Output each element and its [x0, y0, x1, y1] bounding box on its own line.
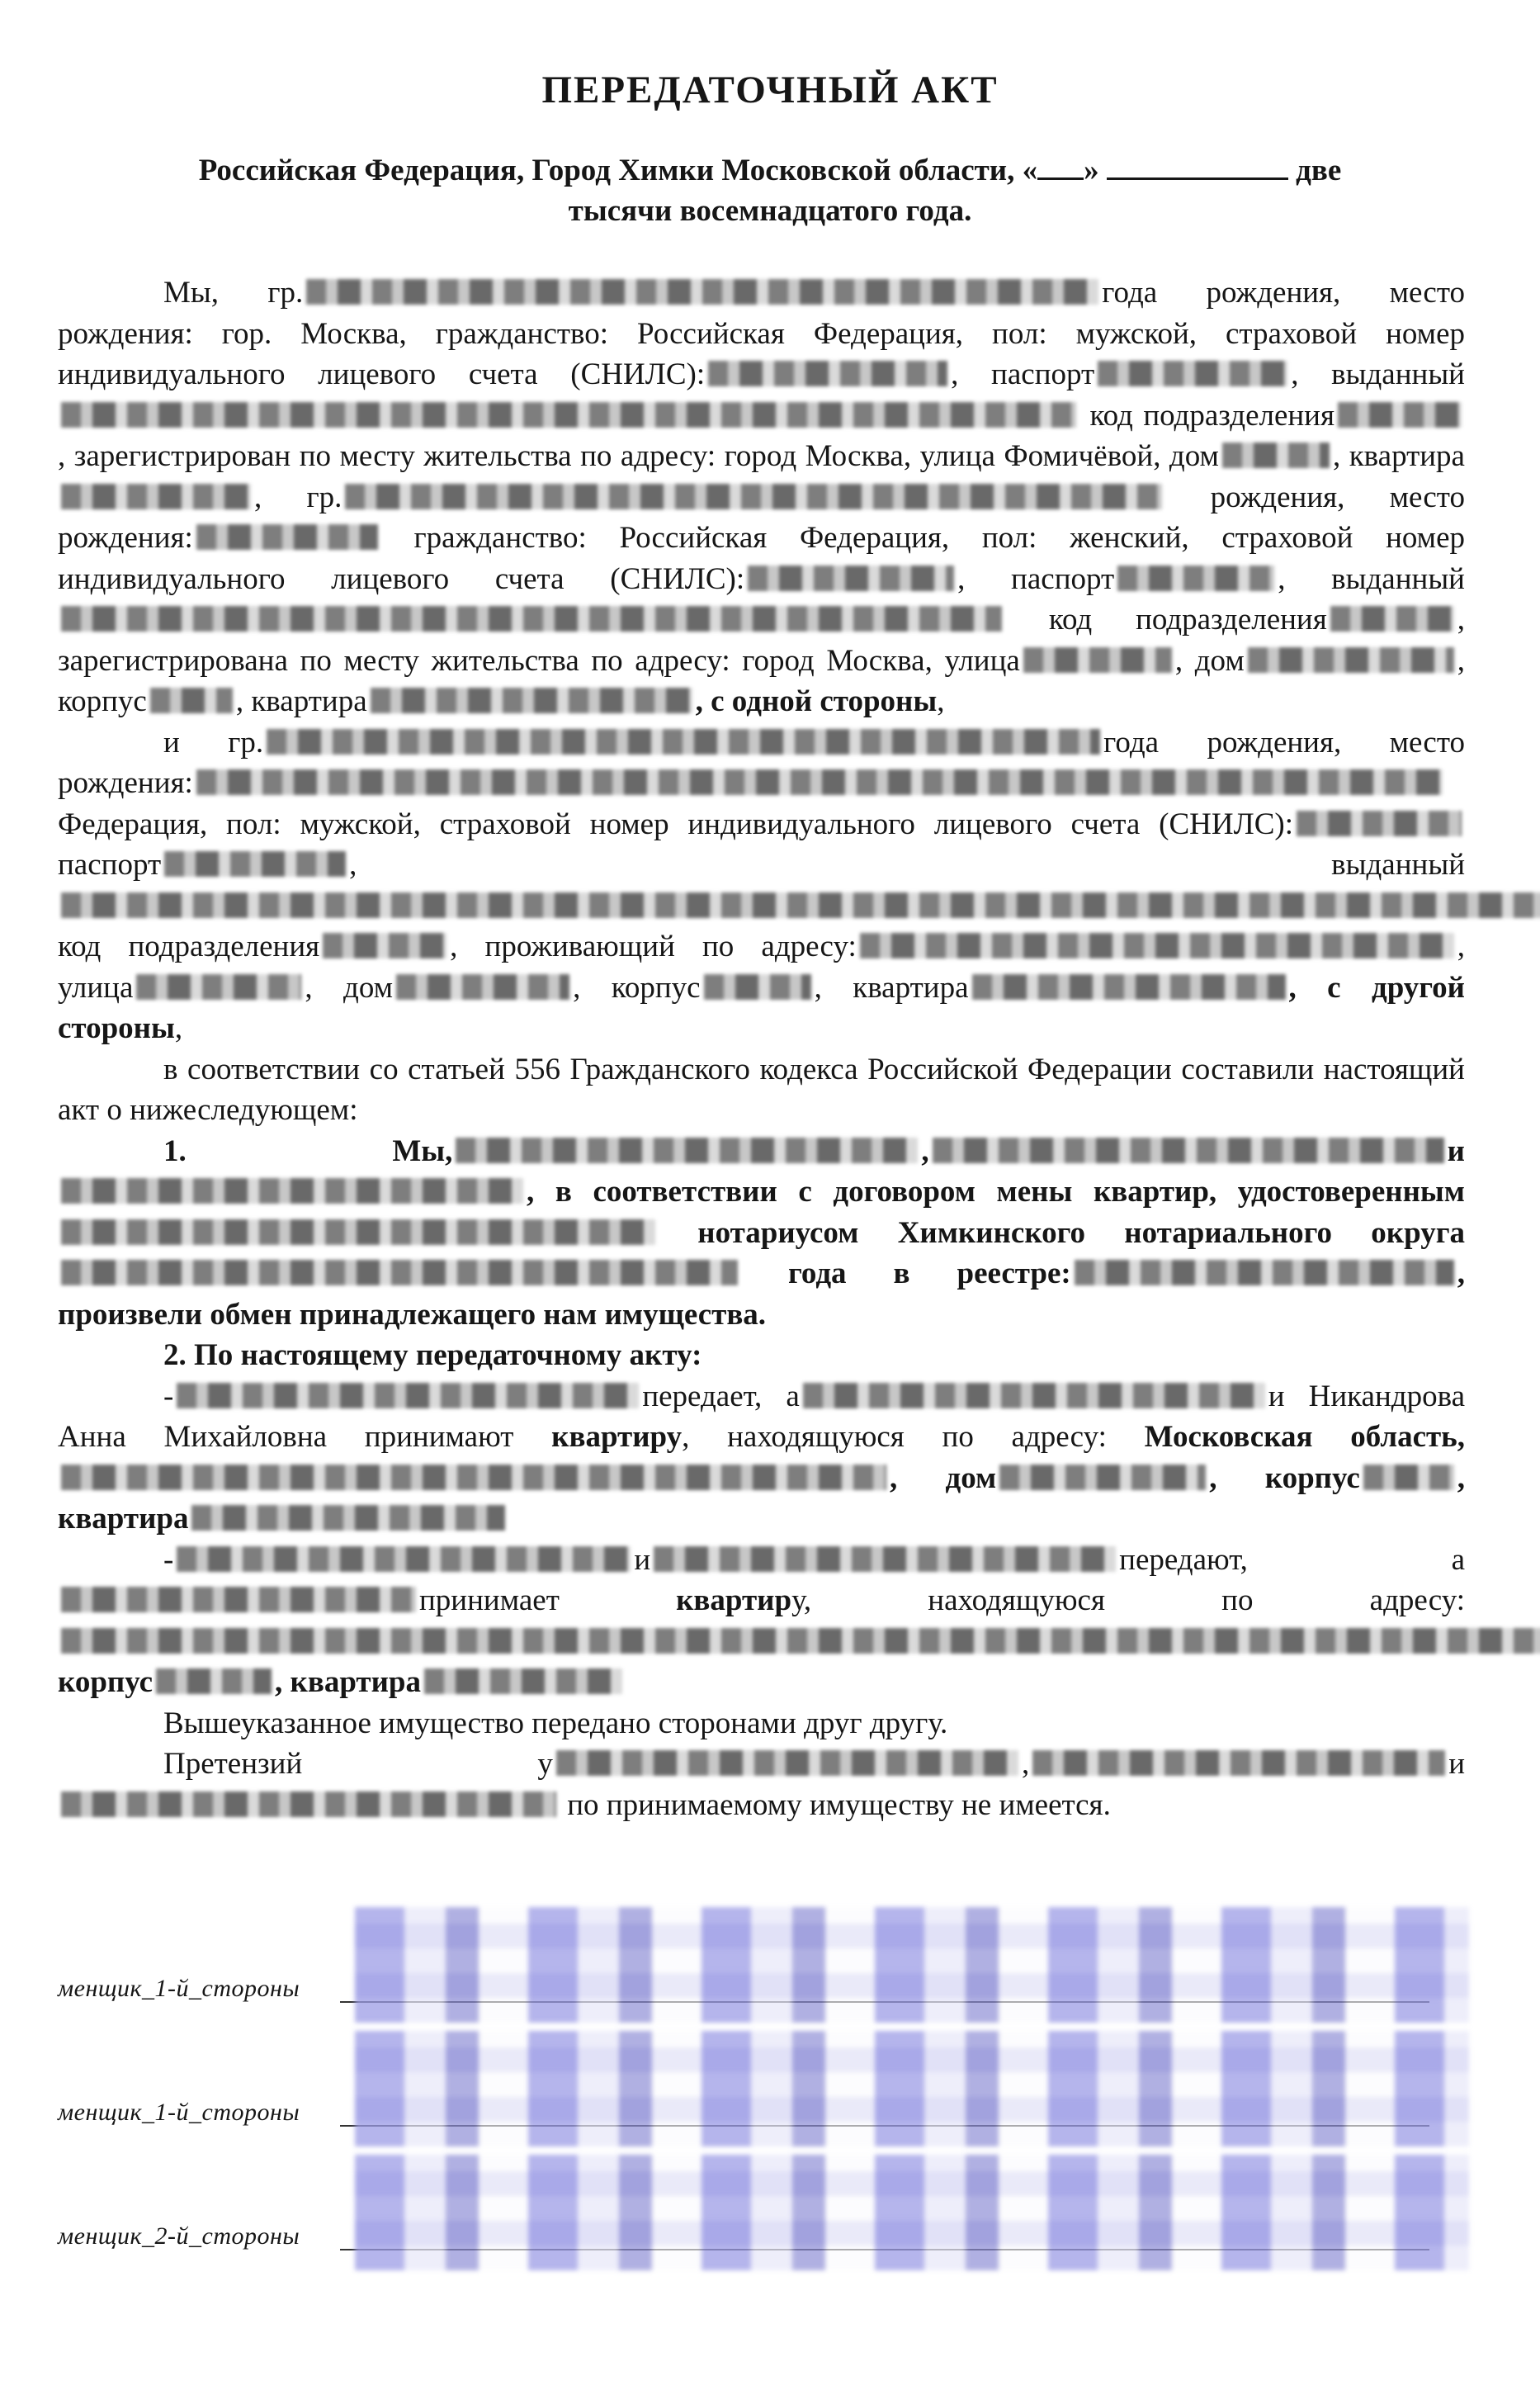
signature-label: менщик_1-й_стороны [58, 1975, 300, 2002]
redacted-name [803, 1383, 1265, 1408]
clause-2-heading: 2. По настоящему передаточному акту: [163, 1338, 702, 1372]
redacted-house [1248, 647, 1454, 673]
redacted-flat [424, 1668, 622, 1694]
basis-paragraph: в соответствии со статьей 556 Гражданского кодекса Российской Федерации составили настоящий акт о нижеследующем: [58, 1052, 1465, 1127]
redacted-notary [61, 1219, 655, 1245]
redacted-address [61, 1628, 1540, 1654]
redacted-code [1330, 606, 1454, 632]
redacted-building [156, 1668, 272, 1694]
redacted-house [1222, 443, 1330, 468]
signature-image [355, 1907, 1469, 2023]
redacted-name [267, 729, 1100, 755]
redacted-street [1023, 647, 1172, 673]
day-blank [1037, 153, 1084, 180]
redacted-issuer [61, 402, 1076, 428]
signature-image [355, 2031, 1469, 2146]
parties-paragraph-2: и гр. года рождения, место рождения: Федерация, пол: мужской, страховой номер индивидуального лицевого счета (СНИЛС):паспорт , выданный код подразделения , проживающий по адресу: , улица , дом , корпус , квартира , с другой стороны, [58, 722, 1465, 1049]
redacted-registry-number [1075, 1260, 1454, 1285]
redacted-flat [972, 974, 1286, 1000]
redacted-flat [371, 688, 692, 713]
redacted-name [61, 1587, 416, 1612]
redacted-name [177, 1383, 639, 1408]
redacted-building [150, 688, 233, 713]
place-date-line: Российская Федерация, Город Химки Московской области, « » две тысячи восемнадцатого года. [198, 154, 1342, 228]
redacted-name [556, 1750, 1018, 1776]
document-title: ПЕРЕДАТОЧНЫЙ АКТ [541, 69, 999, 111]
redacted-snils [1297, 811, 1462, 836]
redacted-birthplace [196, 524, 378, 550]
signature-row [58, 1899, 1469, 2031]
redacted-code [1338, 402, 1462, 428]
redacted-name [456, 1138, 918, 1163]
redacted-address [860, 933, 1454, 958]
redacted-name [933, 1138, 1444, 1163]
parties-paragraph-1: Мы, гр. года рождения, место рождения: гор. Москва, гражданство: Российская Федерация, пол: мужской, страховой номер индивидуального лицевого счета (СНИЛС): , паспорт , выданный код подразделения, зарегистрирован по месту жительства по адресу: город Москва, улица Фомичёвой, дом , квартира, гр. рождения, место рождения: гражданство: Российская Федерация, пол: женский, страховой номер индивидуального лицевого счета (СНИЛС): , паспорт , выданный код подразделения , зарегистрирована по месту жительства по адресу: город Москва, улица , дом , корпус , квартира , с одной стороны, [58, 276, 1466, 718]
redacted-name [654, 1546, 1116, 1572]
redacted-address [61, 1465, 886, 1490]
redacted-house [999, 1465, 1206, 1490]
redacted-passport [1098, 361, 1287, 386]
clause-1: 1. Мы, , и, в соответствии с договором мены квартир, удостоверенным нотариусом Химкинского нотариального округа года в реестре: , произвели обмен принадлежащего нам имущества. [58, 1133, 1465, 1332]
redacted-code [323, 933, 446, 958]
redacted-issuer [61, 606, 1002, 632]
signature-label: менщик_1-й_стороны [58, 2099, 300, 2126]
redacted-date [61, 1260, 738, 1285]
redacted-name [306, 279, 1098, 305]
clause-2-transfer-a: - передает, а и Никандрова Анна Михайловна принимают квартиру, находящуюся по адресу: Московская область,, дом , корпус , квартира [58, 1379, 1466, 1536]
redacted-birthplace [196, 769, 1443, 795]
redacted-name [61, 1178, 523, 1204]
redacted-issuer [61, 892, 1540, 918]
clause-2-transfer-b: - и передают, апринимает квартиру, находящуюся по адресу: корпус , квартира [58, 1540, 1465, 1703]
signature-image [355, 2155, 1469, 2270]
redacted-flat [191, 1505, 505, 1531]
redacted-name [1032, 1750, 1445, 1776]
redacted-name [345, 484, 1162, 509]
redacted-passport [164, 851, 346, 877]
document-body [58, 272, 1465, 1825]
redacted-snils [708, 361, 947, 386]
signature-row [58, 2023, 1469, 2155]
redacted-street [136, 974, 301, 1000]
closing-claims-statement: Претензий у , и по принимаемому имуществу не имеется. [58, 1744, 1465, 1825]
signature-label: менщик_2-й_стороны [58, 2222, 300, 2250]
redacted-building [704, 974, 811, 1000]
redacted-flat [61, 484, 251, 509]
redacted-snils [748, 566, 954, 591]
closing-transfer-statement: Вышеуказанное имущество передано сторонами друг другу. [163, 1706, 948, 1740]
month-blank [1107, 153, 1288, 180]
redacted-name [177, 1546, 631, 1572]
redacted-name [61, 1791, 556, 1817]
redacted-house [396, 974, 569, 1000]
signature-row [58, 2146, 1469, 2279]
redacted-passport [1117, 566, 1274, 591]
redacted-building [1363, 1465, 1454, 1490]
